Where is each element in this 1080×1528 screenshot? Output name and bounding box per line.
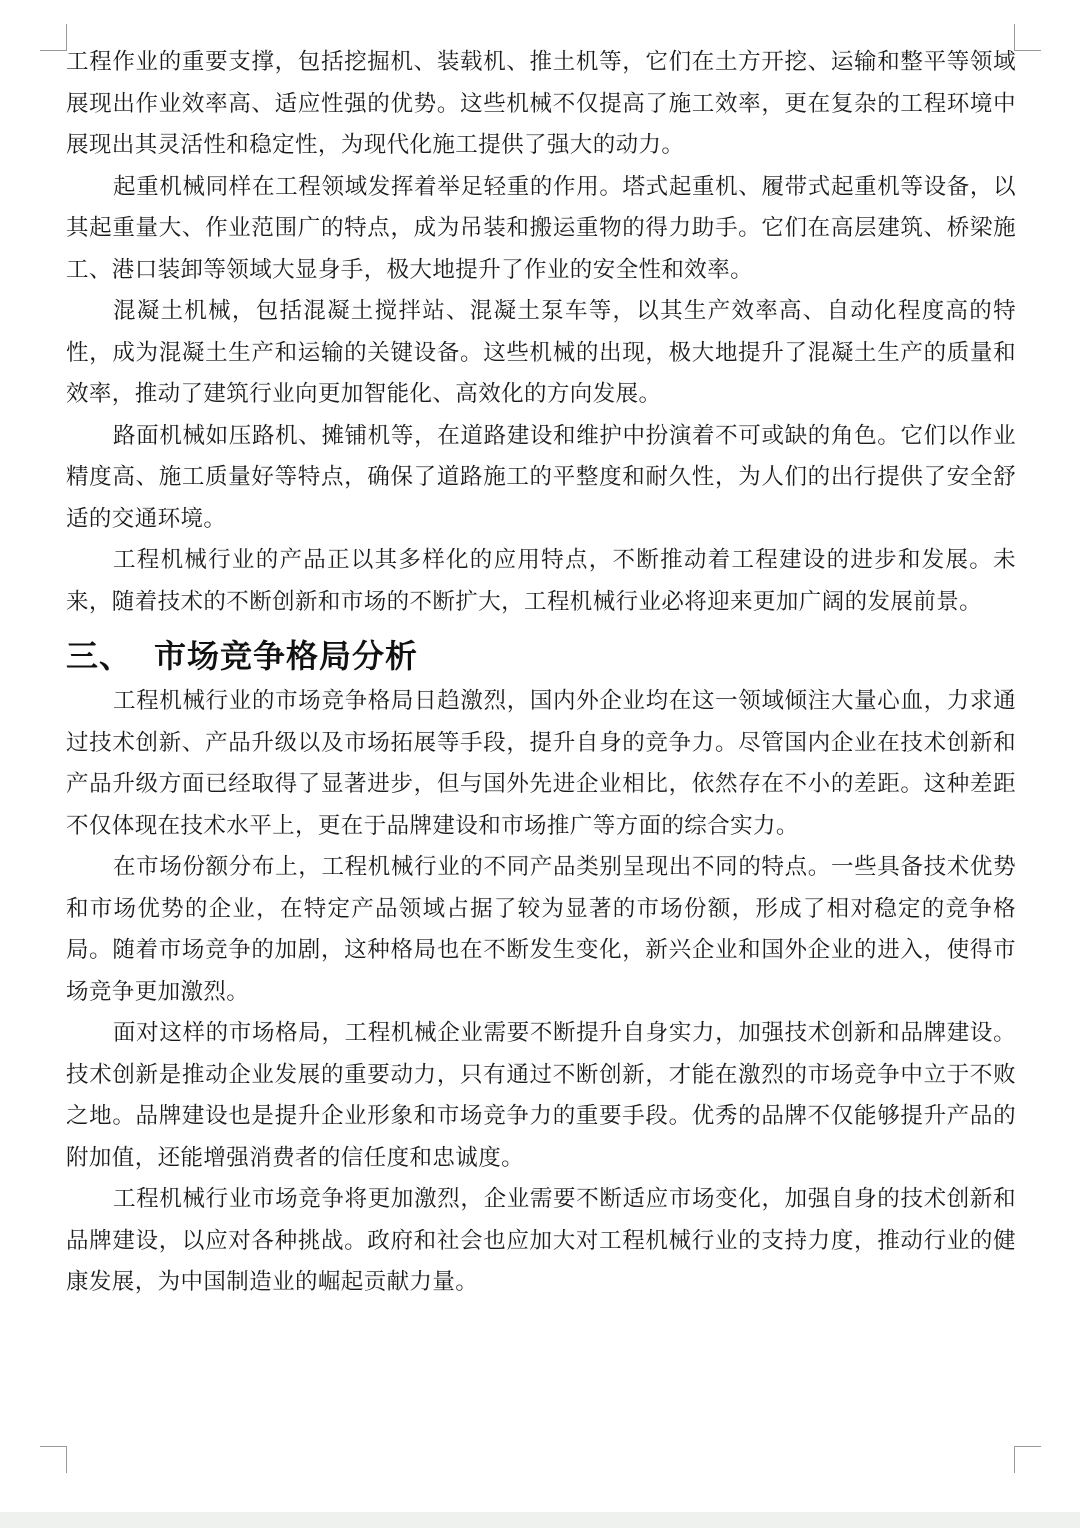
paragraph: 工程作业的重要支撑，包括挖掘机、装载机、推土机等，它们在土方开挖、运输和整平等领域展现出作业效率高、适应性强的优势。这些机械不仅提高了施工效率，更在复杂的工程环境中展现出其灵活性和稳定性，为现代化施工提供了强大的动力。: [66, 49, 1016, 158]
section-title: 市场竞争格局分析: [154, 637, 419, 675]
paragraph: 在市场份额分布上，工程机械行业的不同产品类别呈现出不同的特点。一些具备技术优势和市场优势的企业，在特定产品领域占据了较为显著的市场份额，形成了相对稳定的竞争格局。随着市场竞争的加剧，这种格局也在不断发生变化，新兴企业和国外企业的进入，使得市场竞争更加激烈。: [66, 854, 1016, 1005]
crop-mark-top-left: [40, 24, 67, 51]
crop-mark-bottom-left: [40, 1446, 67, 1473]
viewer-background: [0, 1512, 1080, 1528]
section-number: 三、: [66, 637, 133, 675]
paragraph: 路面机械如压路机、摊铺机等，在道路建设和维护中扮演着不可或缺的角色。它们以作业精度高、施工质量好等特点，确保了道路施工的平整度和耐久性，为人们的出行提供了安全舒适的交通环境。: [66, 422, 1016, 532]
paragraph: 工程机械行业市场竞争将更加激烈，企业需要不断适应市场变化，加强自身的技术创新和品牌建设，以应对各种挑战。政府和社会也应加大对工程机械行业的支持力度，推动行业的健康发展，为中国制造业的崛起贡献力量。: [66, 1186, 1016, 1295]
paragraph: 工程机械行业的产品正以其多样化的应用特点，不断推动着工程建设的进步和发展。未来，随着技术的不断创新和市场的不断扩大，工程机械行业必将迎来更加广阔的发展前景。: [66, 547, 1016, 615]
paragraph: 起重机械同样在工程领域发挥着举足轻重的作用。塔式起重机、履带式起重机等设备，以其起重量大、作业范围广的特点，成为吊装和搬运重物的得力助手。它们在高层建筑、桥梁施工、港口装卸等领域大显身手，极大地提升了作业的安全性和效率。: [66, 173, 1016, 283]
crop-mark-bottom-right: [1014, 1446, 1041, 1473]
paragraph: 工程机械行业的市场竞争格局日趋激烈，国内外企业均在这一领域倾注大量心血，力求通过技术创新、产品升级以及市场拓展等手段，提升自身的竞争力。尽管国内企业在技术创新和产品升级方面已经取得了显著进步，但与国外先进企业相比，依然存在不小的差距。这种差距不仅体现在技术水平上，更在于品牌建设和市场推广等方面的综合实力。: [66, 688, 1016, 839]
section-heading: [66, 631, 1016, 681]
paragraph: 混凝土机械，包括混凝土搅拌站、混凝土泵车等，以其生产效率高、自动化程度高的特性，成为混凝土生产和运输的关键设备。这些机械的出现，极大地提升了混凝土生产的质量和效率，推动了建筑行业向更加智能化、高效化的方向发展。: [66, 298, 1016, 407]
crop-mark-top-right: [1014, 24, 1041, 51]
document-body: [66, 42, 1016, 1304]
paragraph: 面对这样的市场格局，工程机械企业需要不断提升自身实力，加强技术创新和品牌建设。技术创新是推动企业发展的重要动力，只有通过不断创新，才能在激烈的市场竞争中立于不败之地。品牌建设也是提升企业形象和市场竞争力的重要手段。优秀的品牌不仅能够提升产品的附加值，还能增强消费者的信任度和忠诚度。: [66, 1020, 1016, 1171]
